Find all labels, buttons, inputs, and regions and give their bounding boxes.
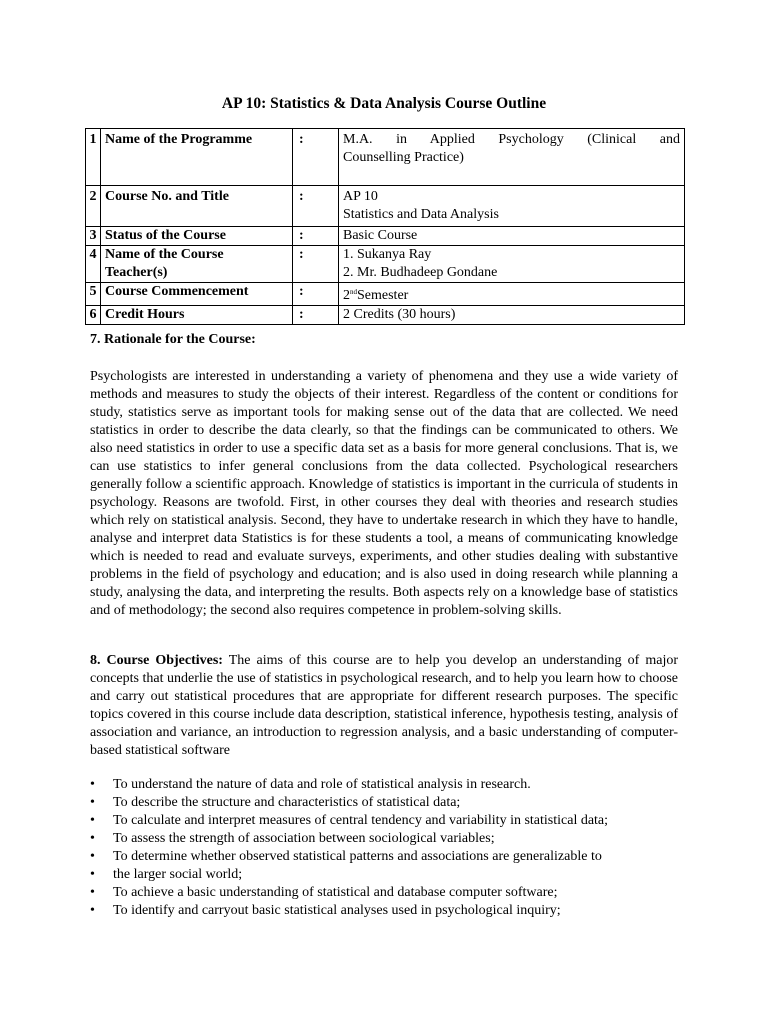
list-item	[90, 848, 678, 866]
bullet-icon: •	[90, 795, 95, 810]
row-value: Basic Course	[339, 227, 685, 246]
value-line: Statistics and Data Analysis	[343, 207, 499, 222]
bullet-icon: •	[90, 831, 95, 846]
label-line: Name of the Course	[105, 247, 224, 262]
objectives-list	[90, 776, 678, 920]
bullet-icon: •	[90, 777, 95, 792]
table-row	[86, 227, 685, 246]
value-line: AP 10	[343, 189, 378, 204]
row-number: 3	[86, 227, 101, 246]
row-value	[339, 129, 685, 186]
list-item-text: To achieve a basic understanding of statistical and database computer software;	[113, 885, 558, 900]
row-number: 2	[86, 186, 101, 227]
table-row	[86, 306, 685, 325]
row-value	[339, 186, 685, 227]
semester-word: Semester	[357, 288, 409, 303]
value-line: 2. Mr. Budhadeep Gondane	[343, 265, 498, 280]
list-item-text: To understand the nature of data and role of statistical analysis in research.	[113, 777, 531, 792]
bullet-icon: •	[90, 885, 95, 900]
list-item-text: To assess the strength of association between sociological variables;	[113, 831, 495, 846]
table-row	[86, 186, 685, 227]
page-title: AP 10: Statistics & Data Analysis Course Outline	[221, 95, 547, 112]
course-info-table	[85, 128, 685, 325]
bullet-icon: •	[90, 867, 95, 882]
row-colon: :	[293, 246, 339, 283]
list-item-text: To identify and carryout basic statistical analyses used in psychological inquiry;	[113, 903, 561, 918]
label-line: Teacher(s)	[105, 265, 168, 280]
row-number: 6	[86, 306, 101, 325]
table-row	[86, 246, 685, 283]
list-item	[90, 866, 678, 884]
list-item	[90, 884, 678, 902]
bullet-icon: •	[90, 849, 95, 864]
row-colon: :	[293, 283, 339, 306]
row-label: Course Commencement	[101, 283, 293, 306]
semester-number: 2	[343, 288, 350, 303]
bullet-icon: •	[90, 813, 95, 828]
table-row	[86, 283, 685, 306]
row-value	[339, 283, 685, 306]
row-number: 1	[86, 129, 101, 186]
objectives-paragraph	[90, 652, 678, 760]
rationale-paragraph: Psychologists are interested in understanding a variety of phenomena and they use a wide variety of methods and measures to study the objects of their interest. Regardless of the content or conditions for study, statistics serve as important tools for making sense out of the data that are collected. We need statistics in order to describe the data clearly, so that the findings can be communicated to others. We also need statistics in order to use a specific data set as a basis for more general conclusions. That is, we can use statistics to infer general conclusions from the data collected. Psychological researchers generally follow a scientific approach. Knowledge of statistics is important in the curricula of students in psychology. Reasons are twofold. First, in other courses they deal with theories and research studies which rely on statistical analysis. Second, they have to undertake research in which they have to handle, analyse and interpret data Statistics is for these students a tool, a means of communicating knowledge which is needed to read and evaluate surveys, experiments, and other studies dealing with substantive problems in the field of psychology and education; and is also used in doing research while planning a study, analysing the data, and interpreting the results. Both aspects rely on a knowledge base of statistics and of methodology; the second also requires competence in problem-solving skills.	[90, 369, 678, 618]
list-item-text: the larger social world;	[113, 867, 243, 882]
list-item	[90, 902, 678, 920]
list-item	[90, 812, 678, 830]
value-line: M.A. in Applied Psychology (Clinical and	[343, 132, 680, 147]
row-number: 5	[86, 283, 101, 306]
value-line: Counselling Practice)	[343, 150, 464, 165]
list-item-text: To calculate and interpret measures of central tendency and variability in statistical data;	[113, 813, 609, 828]
bullet-icon: •	[90, 903, 95, 918]
row-colon: :	[293, 186, 339, 227]
row-colon: :	[293, 306, 339, 325]
list-item	[90, 776, 678, 794]
row-label: Course No. and Title	[101, 186, 293, 227]
objectives-heading: 8. Course Objectives:	[90, 653, 223, 668]
table-row	[86, 129, 685, 186]
objectives-body: The aims of this course are to help you develop an understanding of major concepts that underlie the use of statistics in psychological research, and to help you learn how to choose and carry out statistical procedures that are appropriate for different research purposes. The specific topics covered in this course include data description, statistical inference, hypothesis testing, analysis of association and variance, an introduction to regression analysis, and a basic understanding of computer-based statistical software	[90, 653, 678, 758]
rationale-heading: 7. Rationale for the Course:	[90, 332, 256, 347]
value-line: 1. Sukanya Ray	[343, 247, 432, 262]
row-label: Status of the Course	[101, 227, 293, 246]
list-item-text: To describe the structure and characteristics of statistical data;	[113, 795, 461, 810]
list-item	[90, 794, 678, 812]
row-colon: :	[293, 227, 339, 246]
row-value	[339, 246, 685, 283]
row-label: Credit Hours	[101, 306, 293, 325]
row-value: 2 Credits (30 hours)	[339, 306, 685, 325]
row-number: 4	[86, 246, 101, 283]
ordinal-suffix: nd	[350, 288, 357, 296]
list-item	[90, 830, 678, 848]
row-label	[101, 246, 293, 283]
row-label: Name of the Programme	[101, 129, 293, 186]
row-colon: :	[293, 129, 339, 186]
list-item-text: To determine whether observed statistical patterns and associations are generalizable to	[113, 849, 602, 864]
